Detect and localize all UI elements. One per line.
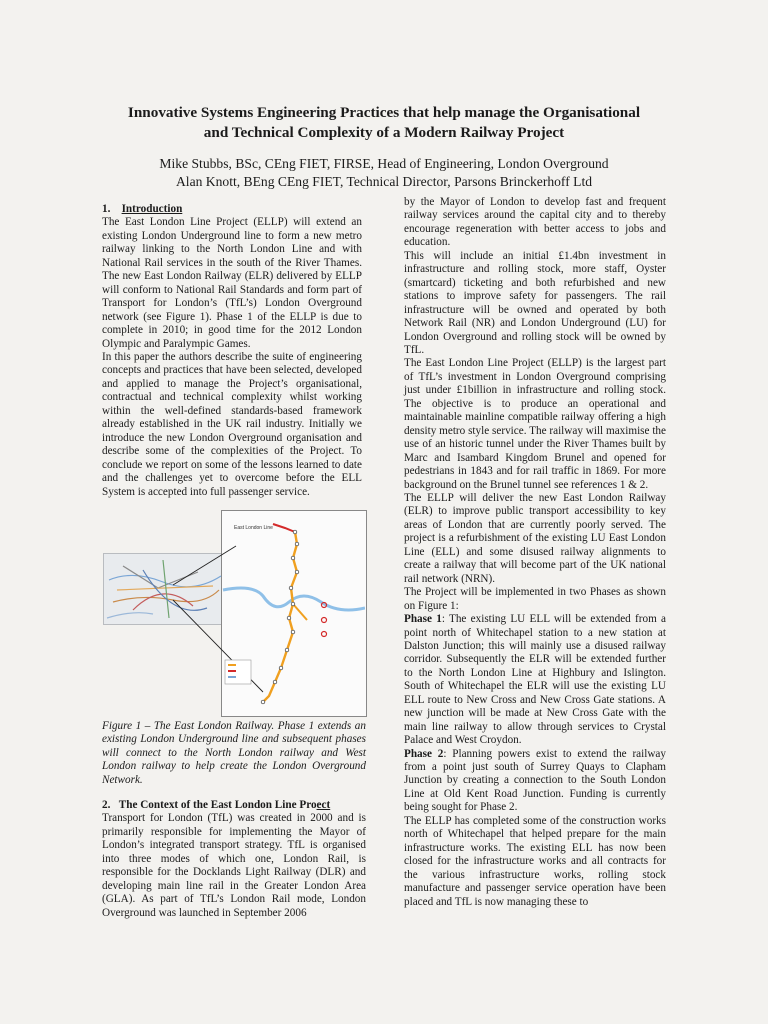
callout-line-top — [173, 546, 236, 585]
section-2-title-end: ect — [316, 799, 331, 811]
author-list — [60, 155, 708, 191]
right-paragraph-1: by the Mayor of London to develop fast and frequent railway services around the capital city and to thereby encourage regeneration with better access to jobs and education. — [404, 196, 666, 249]
right-paragraph-5: The Project will be implemented in two Phases as shown on Figure 1: — [404, 586, 666, 612]
phase-2-paragraph — [404, 748, 666, 815]
river-thames — [223, 588, 365, 610]
network-lines — [107, 560, 221, 618]
right-column — [404, 196, 666, 909]
right-paragraph-3: The East London Line Project (ELLP) is the largest part of TfL’s investment in London Overground comprising just under £1billion in infrastructure and rolling stock. The objective is to produce an operational and maintainable mainline compatible railway offering a high density metro style service. The railway will maximise the use of an historic tunnel under the River Thames built by Marc and Isambard Kingdom Brunel and opened for pedestrians in 1843 and for rail traffic in 1869. For more background on the Brunel tunnel see references 1 & 2. — [404, 357, 666, 491]
phase-2-text: : Planning powers exist to extend the railway from a point just south of Surrey Quays to Clapham Junction by creating a connection to the South London Line at Old Kent Road Junction. Funding is currently being sought for Phase 2. — [404, 747, 666, 814]
right-paragraph-6: The ELLP has completed some of the construction works north of Whitechapel that helped prepare for the main infrastructure works. The existing ELL has now been closed for the infrastructure works and all contracts for the various infrastructure works, rolling stock manufacture and passenger service operation have been placed and TfL is now managing these to — [404, 814, 666, 908]
section-2-number: 2. — [102, 799, 111, 811]
figure-caption-block — [102, 720, 366, 787]
section-2-paragraph-1: Transport for London (TfL) was created in 2000 and is primarily responsible for implementing the Mayor of London’s integrated transport strategy. TfL is organised into three modes of which one, London Rail, is responsible for the Docklands Light Railway (DLR) and developing main line rail in the Greater London Area (GLA). As part of TfL’s London Rail mode, London Overground was launched in September 2006 — [102, 812, 366, 919]
right-paragraph-2: This will include an initial £1.4bn investment in infrastructure and rolling stock, more staff, Oyster (smartcard) ticketing and both refurbished and new stations to improve safety for passengers. The rail infrastructure will be owned and operated by both Network Rail (NR) and London Underground (LU) for London Overground and rolling stock will be owned by TfL. — [404, 249, 666, 356]
phase-2-label: Phase 2 — [404, 747, 444, 760]
left-column-top — [102, 203, 362, 499]
north-london-line — [273, 524, 295, 532]
section-1-paragraph-2: In this paper the authors describe the suite of engineering concepts and practices that have been selected, developed and applied to manage the Project’s organisational, contractual and technical complexity whilst working within the well-defined standards-based framework already established in the UK rail industry. Initially we introduce the new London Overground organisation and describe some of the complexities of the Project. To conclude we report on some of the lessons learned to date and the challenges yet to overcome before the ELL System is accepted into full passenger service. — [102, 350, 362, 498]
left-column-bottom — [102, 799, 366, 920]
paper-title — [60, 103, 708, 143]
section-1-paragraph-1: The East London Line Project (ELLP) will extend an existing London Underground line to form a new metro railway linking to the North London Line and with National Rail services in the south of the River Thames. The new East London Railway (ELR) delivered by ELLP will conform to National Rail Standards and form part of Transport for London’s (TfL’s) London Overground network (see Figure 1). Phase 1 of the ELLP is due to complete in 2010; in good time for the 2012 London Olympic and Paralympic Games. — [102, 216, 362, 350]
roundel-icons — [322, 603, 327, 637]
stations — [261, 530, 299, 704]
section-1-heading — [102, 203, 362, 216]
section-2-title: The Context of the East London Line Pro — [118, 799, 317, 811]
author-1: Mike Stubbs, BSc, CEng FIET, FIRSE, Head of Engineering, London Overground — [159, 156, 609, 171]
section-1-number: 1. — [102, 203, 111, 215]
title-line-1: Innovative Systems Engineering Practices that help manage the Organisational — [127, 104, 641, 121]
phase-1-text: : The existing LU ELL will be extended from a point north of Whitechapel station to a new station at Dalston Junction; this will mainly use a disused railway corridor. Subsequently the ELR will be extended further to the North London Line at Highbury and Islington. South of Whitechapel the ELR will use the existing LU ELL route to New Cross and New Cross Gate stations. A new junction will be made at New Cross Gate with the main line railway to allow through services to Crystal Palace and West Croydon. — [404, 613, 666, 747]
figure-1-caption: Figure 1 – The East London Railway. Phase 1 extends an existing London Underground line and subsequent phases will connect to the North London railway and West London railway to help create the London Overground Network. — [102, 720, 366, 786]
phase-1-label: Phase 1 — [404, 613, 442, 626]
section-2-heading — [102, 799, 366, 812]
figure-1-drawing — [103, 510, 365, 715]
map-title: East London Line — [234, 525, 273, 531]
phase-1-paragraph — [404, 613, 666, 748]
section-1-title: Introduction — [121, 203, 183, 215]
figure-1 — [103, 510, 365, 715]
right-paragraph-4: The ELLP will deliver the new East London Railway (ELR) to improve public transport accessibility to key areas of London that are currently poorly served. The project is a refurbishment of the existing LU East London Line (ELL) and some disused railway alignments to create a railway that will become part of the UK national rail network (NRN). — [404, 491, 666, 585]
author-2: Alan Knott, BEng CEng FIET, Technical Director, Parsons Brinckerhoff Ltd — [175, 174, 593, 189]
title-line-2: and Technical Complexity of a Modern Railway Project — [203, 124, 565, 141]
